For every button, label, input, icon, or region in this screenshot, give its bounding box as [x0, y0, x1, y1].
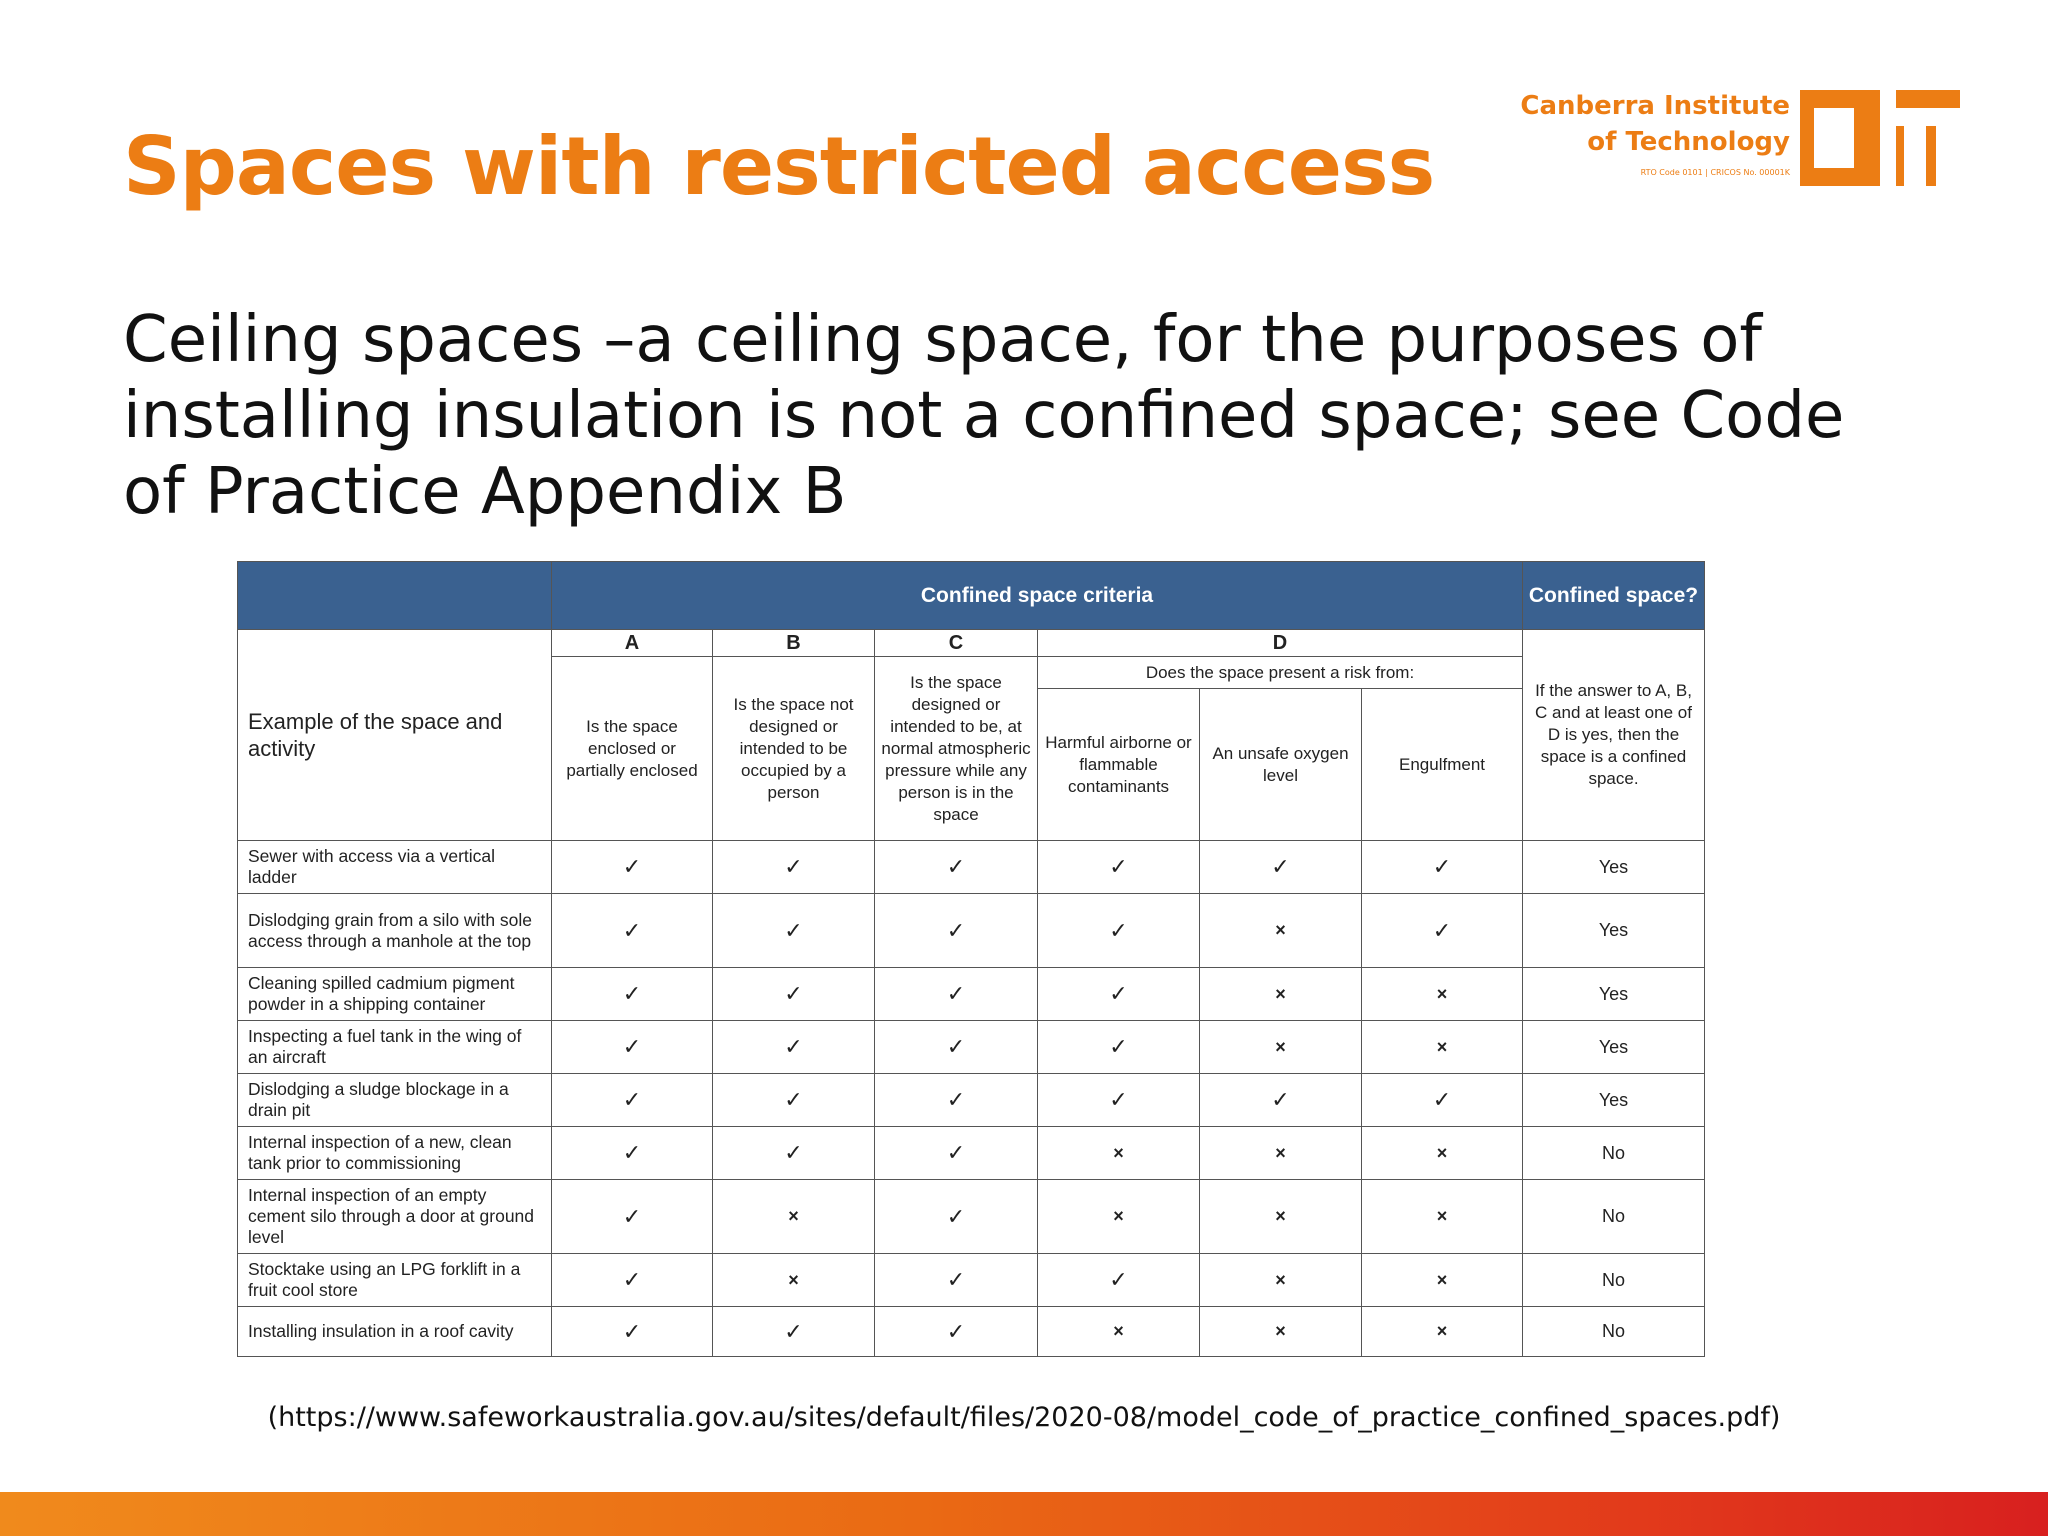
check-icon: ✓	[875, 1074, 1038, 1127]
blank-header-cell	[238, 562, 552, 630]
logo-rto-code: RTO Code 0101 | CRICOS No. 00001K	[1640, 168, 1790, 177]
cross-icon: ×	[1200, 1254, 1362, 1307]
check-icon: ✓	[713, 1021, 875, 1074]
table-row	[238, 841, 1705, 894]
col-letter-d: D	[1038, 630, 1523, 657]
example-cell: Dislodging a sludge blockage in a drain pit	[238, 1074, 552, 1127]
example-cell: Installing insulation in a roof cavity	[238, 1307, 552, 1357]
question-d1: Harmful airborne or flammable contaminants	[1038, 689, 1200, 841]
question-d: Does the space present a risk from:	[1038, 657, 1523, 689]
table-row	[238, 894, 1705, 968]
cit-logo	[1515, 88, 1960, 188]
check-icon: ✓	[1038, 1254, 1200, 1307]
cross-icon: ×	[713, 1180, 875, 1254]
table-row	[238, 1254, 1705, 1307]
slide-body-text: Ceiling spaces –a ceiling space, for the purposes of installing insulation is not a confined space; see Code of Practice Appendix B	[123, 303, 1845, 529]
confined-answer-cell: Yes	[1523, 1021, 1705, 1074]
table-row	[238, 1021, 1705, 1074]
cross-icon: ×	[1362, 1021, 1523, 1074]
example-cell: Stocktake using an LPG forklift in a fruit cool store	[238, 1254, 552, 1307]
cross-icon: ×	[1200, 1127, 1362, 1180]
check-icon: ✓	[552, 1021, 713, 1074]
table-row	[238, 1180, 1705, 1254]
check-icon: ✓	[1038, 894, 1200, 968]
confined-answer-cell: Yes	[1523, 1074, 1705, 1127]
cross-icon: ×	[1362, 1254, 1523, 1307]
check-icon: ✓	[552, 1127, 713, 1180]
check-icon: ✓	[552, 1254, 713, 1307]
cross-icon: ×	[1200, 1307, 1362, 1357]
logo-line-2: of Technology	[1587, 127, 1790, 157]
check-icon: ✓	[1200, 841, 1362, 894]
check-icon: ✓	[875, 1254, 1038, 1307]
cross-icon: ×	[1362, 1307, 1523, 1357]
logo-text	[1520, 88, 1790, 160]
check-icon: ✓	[1038, 1021, 1200, 1074]
table-row	[238, 1307, 1705, 1357]
confined-answer-cell: No	[1523, 1127, 1705, 1180]
confined-space-criteria-table	[237, 561, 1705, 1357]
check-icon: ✓	[1362, 1074, 1523, 1127]
cross-icon: ×	[1038, 1307, 1200, 1357]
confined-space-header: Confined space?	[1523, 562, 1705, 630]
cross-icon: ×	[1200, 894, 1362, 968]
confined-answer-cell: Yes	[1523, 894, 1705, 968]
check-icon: ✓	[875, 968, 1038, 1021]
question-a: Is the space enclosed or partially enclosed	[552, 657, 713, 841]
check-icon: ✓	[713, 894, 875, 968]
confined-space-table-wrap	[237, 561, 1705, 1357]
question-c: Is the space designed or intended to be, at normal atmospheric pressure while any person is in the space	[875, 657, 1038, 841]
cross-icon: ×	[1362, 1127, 1523, 1180]
criteria-header: Confined space criteria	[552, 562, 1523, 630]
check-icon: ✓	[713, 968, 875, 1021]
check-icon: ✓	[713, 1127, 875, 1180]
check-icon: ✓	[1362, 841, 1523, 894]
cross-icon: ×	[1200, 1021, 1362, 1074]
check-icon: ✓	[552, 841, 713, 894]
cross-icon: ×	[1038, 1127, 1200, 1180]
cross-icon: ×	[1362, 1180, 1523, 1254]
slide-title: Spaces with restricted access	[123, 120, 1435, 213]
check-icon: ✓	[552, 1307, 713, 1357]
col-letter-a: A	[552, 630, 713, 657]
question-d2: An unsafe oxygen level	[1200, 689, 1362, 841]
example-header: Example of the space and activity	[238, 630, 552, 841]
source-citation: (https://www.safeworkaustralia.gov.au/sites/default/files/2020-08/model_code_of_practice_confined_spaces.pdf)	[267, 1402, 1781, 1433]
table-row	[238, 1074, 1705, 1127]
check-icon: ✓	[713, 1074, 875, 1127]
check-icon: ✓	[1362, 894, 1523, 968]
check-icon: ✓	[1038, 968, 1200, 1021]
col-letter-b: B	[713, 630, 875, 657]
logo-line-1: Canberra Institute	[1520, 91, 1790, 121]
check-icon: ✓	[552, 1180, 713, 1254]
example-cell: Cleaning spilled cadmium pigment powder in a shipping container	[238, 968, 552, 1021]
confined-answer-cell: No	[1523, 1307, 1705, 1357]
table-body	[238, 841, 1705, 1357]
example-cell: Internal inspection of a new, clean tank prior to commissioning	[238, 1127, 552, 1180]
confined-answer-cell: No	[1523, 1254, 1705, 1307]
check-icon: ✓	[875, 894, 1038, 968]
cross-icon: ×	[1200, 1180, 1362, 1254]
example-cell: Sewer with access via a vertical ladder	[238, 841, 552, 894]
cross-icon: ×	[1362, 968, 1523, 1021]
question-b: Is the space not designed or intended to be occupied by a person	[713, 657, 875, 841]
check-icon: ✓	[875, 841, 1038, 894]
check-icon: ✓	[1200, 1074, 1362, 1127]
bottom-gradient-bar	[0, 1492, 2048, 1536]
example-cell: Inspecting a fuel tank in the wing of an aircraft	[238, 1021, 552, 1074]
cross-icon: ×	[713, 1254, 875, 1307]
answer-rule-text: If the answer to A, B, C and at least one of D is yes, then the space is a confined space.	[1523, 630, 1705, 841]
table-row	[238, 1127, 1705, 1180]
confined-answer-cell: Yes	[1523, 968, 1705, 1021]
check-icon: ✓	[875, 1180, 1038, 1254]
check-icon: ✓	[552, 894, 713, 968]
example-cell: Internal inspection of an empty cement silo through a door at ground level	[238, 1180, 552, 1254]
cross-icon: ×	[1200, 968, 1362, 1021]
col-letter-c: C	[875, 630, 1038, 657]
check-icon: ✓	[875, 1127, 1038, 1180]
check-icon: ✓	[552, 1074, 713, 1127]
check-icon: ✓	[713, 841, 875, 894]
cross-icon: ×	[1038, 1180, 1200, 1254]
example-cell: Dislodging grain from a silo with sole access through a manhole at the top	[238, 894, 552, 968]
cit-logo-mark-icon	[1800, 90, 1960, 186]
question-d3: Engulfment	[1362, 689, 1523, 841]
check-icon: ✓	[552, 968, 713, 1021]
check-icon: ✓	[1038, 841, 1200, 894]
table-row	[238, 968, 1705, 1021]
confined-answer-cell: Yes	[1523, 841, 1705, 894]
check-icon: ✓	[875, 1021, 1038, 1074]
check-icon: ✓	[713, 1307, 875, 1357]
check-icon: ✓	[875, 1307, 1038, 1357]
check-icon: ✓	[1038, 1074, 1200, 1127]
confined-answer-cell: No	[1523, 1180, 1705, 1254]
